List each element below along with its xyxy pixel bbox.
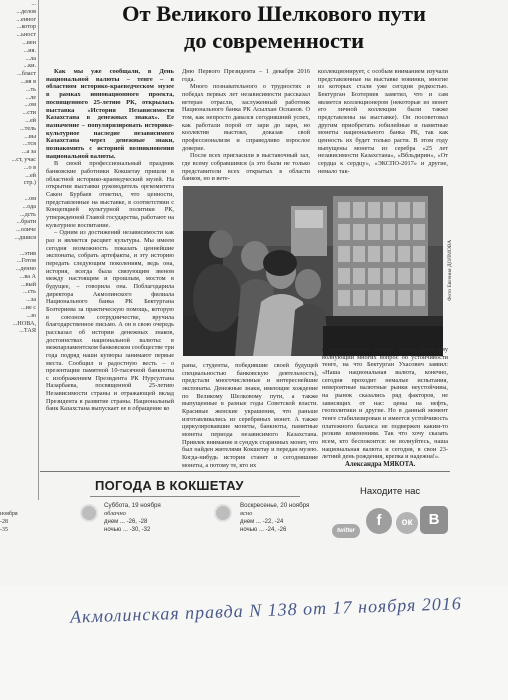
article-paragraph: Много познавательного о трудностях и победах первых лет независимости рассказал ветеран отрасли, заслуженный работник Национального банка РК Асылхан Оспанов. О том, как непросто давался сегодняшний успех, как работали порой от зари до зари, но коллектив выстоял, доказав свой профессионализм и справедливо взрослое доверие. — [182, 83, 310, 152]
article-lead: Как мы уже сообщали, в День национальной валюты – тенге – в областном историко-краеведческом музее в рамках инновационного проекта, посвященного 25-летию РК, открылась выставка «История Независимости Казахстана в денежных знаках». Ее назначение – популяризировать историко-культурное наследие независимого Казахстана через денежные знаки, познакомить с историей возникновения национальной валюты. — [46, 68, 174, 160]
odnoklassniki-icon[interactable]: ок — [396, 512, 418, 534]
previous-article-line: ...тся — [22, 140, 36, 148]
previous-article-line: ...денно — [15, 265, 36, 273]
previous-article-line: ...ле — [25, 93, 36, 101]
article-paragraph: – Одним из достижений независимости как раз и является расцвет культуры. Мы имеем сегодня возможность показать ценнейшие экспонаты, собрать артефакты, и эту историю передать следующим поколениям, ведь она, история, всегда была связующим звеном между настоящим и прошлым, мостом в будущее, – говорила она. Поблагодарила директора Акмолинского филиала Национального банка РК Бектургана Бозтериева за практическую помощь, которую в союзном сотрудничестве, вручила благодарственное письмо. А он в свою очередь рассказал об истории денежных знаков, достоинствах национальной валюты: в межпарламентском банковском сообществе три года подряд наши купюры занимают первые места. Сообщил и радостную весть – о презентации памятной 10-тысячной банкноты с изображением Президента РК Нурсултана Назарбаева, посвященной 25-летию Независимости страны и отражающей вклад Президента в развитие страны. Национальный банк Казахстана выпускает ее в обращение ко — [46, 229, 175, 413]
facebook-icon[interactable]: f — [366, 508, 392, 534]
social-title: Находите нас — [360, 486, 421, 497]
previous-article-line: ...ю — [26, 311, 36, 319]
headline-line-2: до современности — [183, 28, 365, 53]
previous-article-line: ...ки. — [23, 62, 36, 70]
headline-line-1: От Великого Шелкового пути — [122, 1, 426, 26]
previous-article-line: ...вен — [22, 38, 36, 46]
article-column-1 — [46, 68, 174, 458]
photo-credit: Фото Евгения ДОЛМОВА — [447, 239, 453, 301]
weather-day-name: Воскресенье, 20 ноября — [240, 502, 310, 509]
previous-article-column — [0, 0, 39, 500]
previous-article-line: ...ей — [25, 171, 36, 179]
exhibition-photo-image — [183, 186, 443, 356]
previous-article-line: ...ва А — [19, 272, 36, 280]
previous-article-line: ...ода — [22, 202, 36, 210]
article-paragraph: и коллекционных золотых монет. Задаю ему волнующий многих вопрос об устойчивости тенге, на что Бектурган Ухасович заявил: «Наша национальная валюта, конечно, сегодня проходит немалые испытания, невероятные валютные рынки неустойчивы, на рынок сказались ряд факторов, не зависящих от нас: цены на нефть, геополитики и другие. Но в данный момент тенге стабилизирован и имеется устойчивость платежного баланса не подвержен каким-то резким изменениям. Так что хочу сказать всем, кто беспокоится: не волнуйтесь, наша национальная валюта и сегодня, в свои 23-летний день рождения, крепка и надежна!». — [322, 346, 448, 461]
article-headline — [40, 0, 508, 54]
cloudy-sun-icon — [82, 506, 96, 520]
weather-day-temp: днем ... -26, -28 — [104, 519, 148, 525]
previous-article-line: ...сти — [22, 109, 36, 117]
vk-icon[interactable]: B — [420, 506, 448, 534]
weather-night-temp: ночью ... -30, -32 — [104, 527, 151, 533]
previous-article-line — [0, 242, 38, 250]
previous-article-line: ... — [31, 0, 36, 7]
article-paragraph: В своей профессиональный праздник банковские работники Кокшетау пришли в областной историко-краеведческий музей. На открытии выставки руководитель оргкомитета Сакен Бурбаев отметил, что ценности, представленные на выставке, в соответствии с Концепцией культурной политики РК, утвержденной Главой государства, работают на культурное воспитание. — [46, 160, 174, 229]
article-paragraph: раны, студенты, победившие своей будущей специальностью банковскую деятельность), предстали многочисленные и интереснейшие экспонаты. Денежные знаки, имеющие хождение по Великому Шелковому пути, а также выпущенные в разные годы Советской власти. Красивые женские украшения, что раньше изготавливались из серебряных монет. А также циркулировавшие монеты, банкноты, памятные монеты периода независимого Казахстана. Привлек внимание и сундук старинных монет, что был найден жителями Кокшетау и передан музею. Когда-нибудь история станет и сегодняшние монеты, а потому те, кто их — [182, 362, 318, 469]
previous-weather-column — [0, 510, 38, 534]
article-paragraph: коллекционирует, с особым вниманием изучали представленные на выставке новинки, многие из которых стали уже сегодня редкостью. Бектурган Бозтериев заметил, что и сам является коллекционером (некоторые из монет его личной коллекции были также представлены на выставке). Он посоветовал другим приобретать юбилейные и памятные монеты национального банка РК, так как ценность их будет только расти. В этом году выпущены монеты из серебра «25 лет независимости Казахстана», «Вбльдирин», «От сердца к сердцу», «ЭКСПО-2017» и другие, немало так- — [318, 68, 448, 175]
previous-article-line — [0, 187, 38, 195]
previous-article-line: ...ТАЯ — [19, 327, 36, 335]
article-column-2 — [182, 68, 310, 186]
weather-saturday — [104, 502, 214, 534]
article-author: Александра МЯКОТА. — [345, 461, 416, 468]
previous-article-line: ...делов — [16, 7, 36, 15]
divider — [40, 471, 450, 472]
article-paragraph: Дню Первого Президента – 1 декабря 2016 года. — [182, 68, 310, 83]
weather-day-temp: днем ... -22, -24 — [240, 519, 284, 525]
handwritten-source-note: Акмолинская правда N 138 от 17 ноября 2016 — [69, 593, 463, 627]
weather-night-temp: ночью ... -24, -26 — [240, 527, 287, 533]
previous-article-line: ...ла — [25, 54, 36, 62]
twitter-icon[interactable]: twitter — [332, 524, 360, 538]
previous-article-line: ...ст, учас — [11, 155, 36, 163]
previous-article-line: ...Готов — [16, 257, 36, 265]
sun-icon — [216, 506, 230, 520]
weather-day-name: Суббота, 19 ноября — [104, 502, 161, 509]
previous-article-line: ...ть — [25, 85, 36, 93]
previous-article-line: ...ей — [25, 116, 36, 124]
weather-condition: ясно — [240, 510, 253, 517]
prev-day-temp: -28 — [0, 519, 8, 525]
previous-article-line: ...ия. — [23, 46, 36, 54]
article-column-right-lower — [322, 346, 448, 461]
previous-article-line: ...этив — [19, 249, 36, 257]
article-paragraph: После всех пригласили в выставочный зал, где всему собравшимся (а это были не только представители всех открытых в области банков, но и вете- — [182, 152, 310, 183]
previous-article-line: ...дшися — [14, 233, 36, 241]
previous-article-line: ...НОВА, — [12, 319, 36, 327]
previous-article-line: ...ия в — [20, 77, 36, 85]
weather-condition: облачно — [104, 510, 126, 517]
previous-article-line: ...ом — [24, 194, 36, 202]
previous-article-line: ...енног — [16, 15, 36, 23]
previous-article-line: ...дсть — [19, 210, 36, 218]
divider — [90, 496, 300, 497]
previous-article-line: ...ие с — [21, 304, 36, 312]
previous-article-line: ...брати — [16, 218, 36, 226]
weather-title: ПОГОДА В КОКШЕТАУ — [95, 478, 244, 493]
previous-article-line: ...тель — [19, 124, 36, 132]
previous-article-line: ...вый — [20, 280, 36, 288]
previous-article-line: ...бласт — [17, 70, 36, 78]
exhibition-photo — [183, 186, 443, 356]
article-column-below-photo — [182, 362, 318, 469]
previous-article-line: ...котор — [16, 23, 36, 31]
previous-article-line: ...ьност — [16, 31, 36, 39]
prev-day-label: ноября — [0, 511, 18, 517]
previous-article-line: ...оличе — [16, 226, 36, 234]
prev-night-temp: -35 — [0, 527, 8, 533]
previous-article-line: ...вы — [24, 132, 36, 140]
previous-article-line: ...о в — [23, 163, 36, 171]
previous-article-line: ...сть — [23, 288, 36, 296]
previous-article-line: ...а за — [21, 148, 36, 156]
previous-article-line: ...за — [26, 296, 36, 304]
previous-article-line: ...ом — [24, 101, 36, 109]
previous-article-line: стр.) — [23, 179, 36, 187]
